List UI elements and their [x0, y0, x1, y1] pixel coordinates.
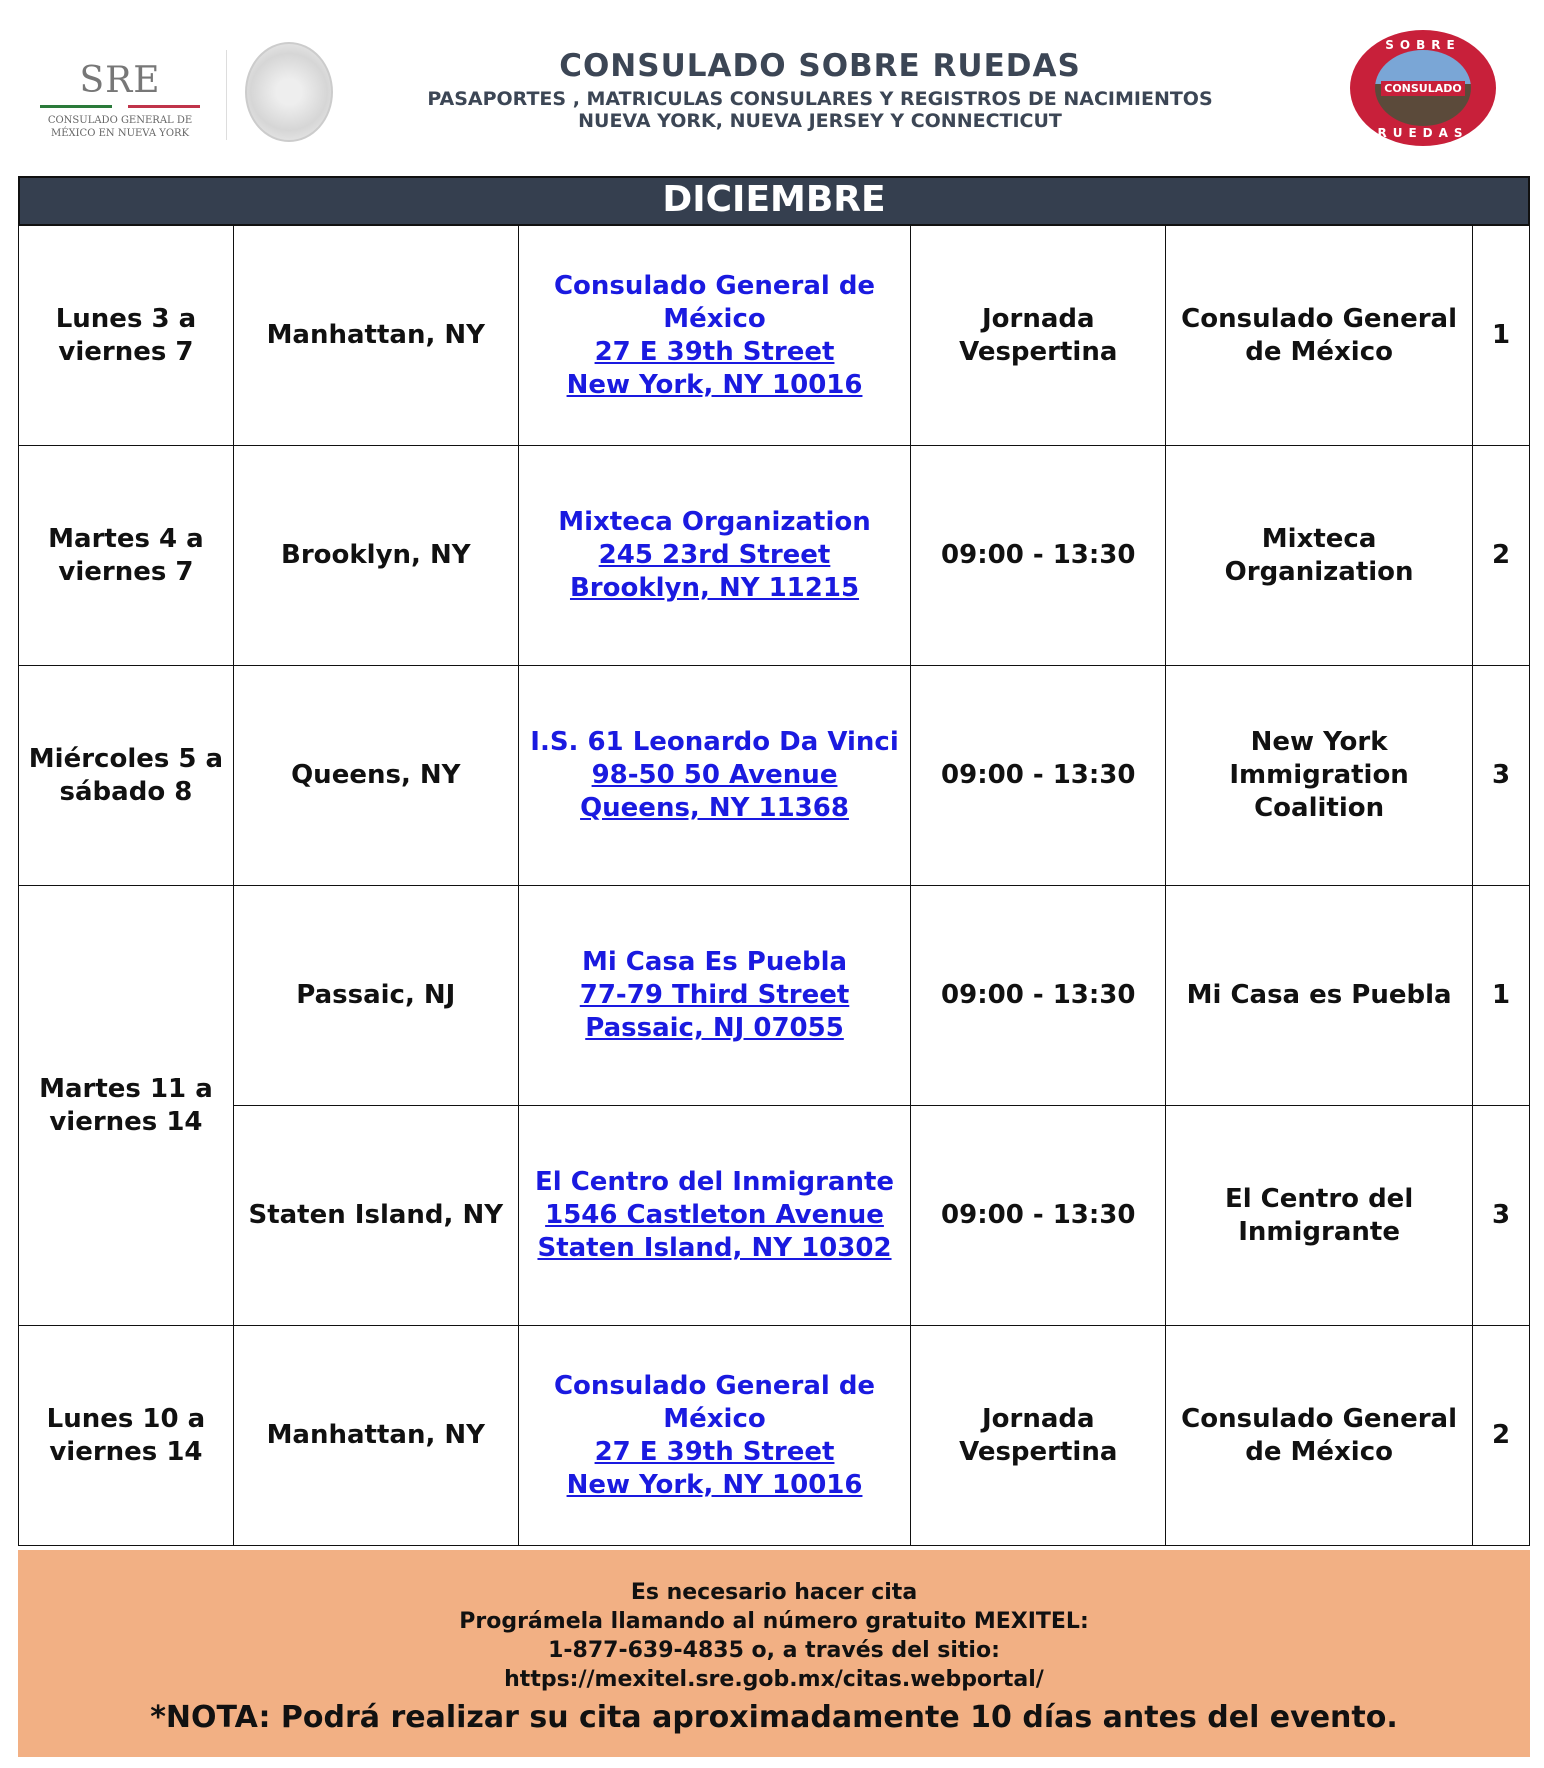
- page-subtitle: PASAPORTES , MATRICULAS CONSULARES Y REGISTROS DE NACIMIENTOS: [427, 88, 1213, 110]
- host-organization: New York Immigration Coalition: [1229, 727, 1409, 823]
- notice-line1: Es necesario hacer cita: [630, 1580, 918, 1605]
- city-cell: [233, 446, 518, 666]
- time-cell: [911, 1326, 1166, 1546]
- event-time: Jornada Vespertina: [959, 303, 1118, 367]
- appointment-notice: [18, 1550, 1530, 1757]
- event-city: Manhattan, NY: [266, 320, 485, 350]
- schedule-table: [18, 225, 1530, 1546]
- number-cell: [1473, 1326, 1530, 1546]
- table-row: [19, 226, 1530, 446]
- address-cell: [518, 666, 911, 886]
- sre-line1: CONSULADO GENERAL DE: [47, 115, 193, 126]
- venue-street-link[interactable]: 245 23rd Street: [598, 540, 831, 570]
- venue-street-link[interactable]: 98-50 50 Avenue: [591, 760, 838, 790]
- event-number: 2: [1491, 540, 1511, 570]
- table-row: [19, 446, 1530, 666]
- page-header: [0, 0, 1544, 170]
- flag-stripe: [40, 105, 200, 108]
- sre-acronym: SRE: [79, 60, 161, 101]
- table-row: [19, 666, 1530, 886]
- venue-name: Consulado General de México: [553, 1370, 876, 1434]
- date-cell: [19, 446, 234, 666]
- event-time: 09:00 - 13:30: [941, 1200, 1136, 1230]
- organization-cell: [1166, 666, 1473, 886]
- event-city: Manhattan, NY: [266, 1420, 485, 1450]
- table-row: [19, 1326, 1530, 1546]
- city-cell: [233, 1106, 518, 1326]
- venue-name: Mixteca Organization: [558, 507, 871, 537]
- event-time: 09:00 - 13:30: [941, 540, 1136, 570]
- badge-center-text: CONSULADO: [1381, 81, 1465, 96]
- organization-cell: [1166, 886, 1473, 1106]
- consulado-sobre-ruedas-badge: [1350, 30, 1496, 146]
- venue-street-link[interactable]: 27 E 39th Street: [594, 1436, 835, 1467]
- event-number: 2: [1491, 1420, 1511, 1450]
- event-city: Staten Island, NY: [248, 1200, 504, 1230]
- event-city: Passaic, NJ: [296, 980, 456, 1010]
- organization-cell: [1166, 226, 1473, 446]
- event-time: 09:00 - 13:30: [941, 980, 1136, 1010]
- host-organization: Mi Casa es Puebla: [1186, 980, 1452, 1010]
- city-cell: [233, 666, 518, 886]
- host-organization: Consulado General de México: [1181, 303, 1457, 367]
- event-number: 1: [1491, 980, 1511, 1010]
- date-cell: [19, 666, 234, 886]
- venue-street-link[interactable]: 77-79 Third Street: [579, 980, 850, 1010]
- venue-city-link[interactable]: Queens, NY 11368: [580, 793, 849, 823]
- notice-url[interactable]: https://mexitel.sre.gob.mx/citas.webportal/: [504, 1667, 1044, 1692]
- venue-city-link[interactable]: New York, NY 10016: [566, 1469, 863, 1500]
- time-cell: [911, 666, 1166, 886]
- host-organization: El Centro del Inmigrante: [1224, 1183, 1414, 1247]
- event-number: 3: [1491, 760, 1511, 790]
- event-number: 1: [1491, 320, 1511, 350]
- venue-city-link[interactable]: Brooklyn, NY 11215: [569, 573, 860, 603]
- number-cell: [1473, 226, 1530, 446]
- number-cell: [1473, 446, 1530, 666]
- event-city: Brooklyn, NY: [281, 540, 471, 570]
- date-cell: [19, 886, 234, 1326]
- event-dates: Miércoles 5 a sábado 8: [28, 743, 224, 807]
- notice-phone: 1-877-639-4835 o, a través del sitio:: [548, 1638, 1000, 1663]
- venue-city-link[interactable]: New York, NY 10016: [566, 369, 863, 400]
- address-cell: [518, 446, 911, 666]
- organization-cell: [1166, 1326, 1473, 1546]
- month-header: DICIEMBRE: [18, 176, 1530, 226]
- notice-nota: *NOTA: Podrá realizar su cita aproximadamente 10 días antes del evento.: [150, 1700, 1398, 1735]
- address-cell: [518, 1326, 911, 1546]
- venue-name: Mi Casa Es Puebla: [581, 947, 848, 977]
- venue-street-link[interactable]: 27 E 39th Street: [594, 336, 835, 367]
- mexican-seal-icon: [245, 42, 333, 142]
- page-region: NUEVA YORK, NUEVA JERSEY Y CONNECTICUT: [578, 110, 1062, 132]
- organization-cell: [1166, 446, 1473, 666]
- badge-top-text: SOBRE: [1385, 38, 1461, 52]
- address-cell: [518, 886, 911, 1106]
- venue-city-link[interactable]: Staten Island, NY 10302: [537, 1233, 892, 1263]
- event-time: Jornada Vespertina: [959, 1403, 1118, 1467]
- badge-bottom-text: RUEDAS: [1377, 126, 1469, 140]
- sre-logo: [40, 60, 200, 140]
- date-cell: [19, 226, 234, 446]
- sre-line2: MÉXICO EN NUEVA YORK: [50, 128, 190, 139]
- event-dates: Martes 11 a viernes 14: [39, 1073, 213, 1137]
- venue-street-link[interactable]: 1546 Castleton Avenue: [545, 1200, 884, 1230]
- address-cell: [518, 1106, 911, 1326]
- city-cell: [233, 1326, 518, 1546]
- date-cell: [19, 1326, 234, 1546]
- header-titles: [380, 48, 1260, 132]
- event-city: Queens, NY: [291, 760, 461, 790]
- time-cell: [911, 886, 1166, 1106]
- event-dates: Martes 4 a viernes 7: [48, 523, 204, 587]
- event-number: 3: [1491, 1200, 1511, 1230]
- organization-cell: [1166, 1106, 1473, 1326]
- badge-image: [1375, 50, 1471, 126]
- number-cell: [1473, 886, 1530, 1106]
- venue-name: Consulado General de México: [553, 270, 876, 334]
- event-time: 09:00 - 13:30: [941, 760, 1136, 790]
- venue-city-link[interactable]: Passaic, NJ 07055: [585, 1013, 844, 1043]
- logo-divider: [226, 50, 227, 140]
- time-cell: [911, 446, 1166, 666]
- event-dates: Lunes 10 a viernes 14: [46, 1403, 206, 1467]
- notice-line2: Prográmela llamando al número gratuito MEXITEL:: [459, 1609, 1089, 1634]
- host-organization: Consulado General de México: [1181, 1403, 1457, 1467]
- number-cell: [1473, 1106, 1530, 1326]
- event-dates: Lunes 3 a viernes 7: [55, 303, 197, 367]
- city-cell: [233, 226, 518, 446]
- host-organization: Mixteca Organization: [1224, 523, 1414, 587]
- number-cell: [1473, 666, 1530, 886]
- city-cell: [233, 886, 518, 1106]
- table-row: [19, 1106, 1530, 1326]
- venue-name: I.S. 61 Leonardo Da Vinci: [530, 727, 899, 757]
- time-cell: [911, 1106, 1166, 1326]
- time-cell: [911, 226, 1166, 446]
- table-row: [19, 886, 1530, 1106]
- address-cell: [518, 226, 911, 446]
- venue-name: El Centro del Inmigrante: [534, 1167, 895, 1197]
- page-title: CONSULADO SOBRE RUEDAS: [559, 48, 1081, 84]
